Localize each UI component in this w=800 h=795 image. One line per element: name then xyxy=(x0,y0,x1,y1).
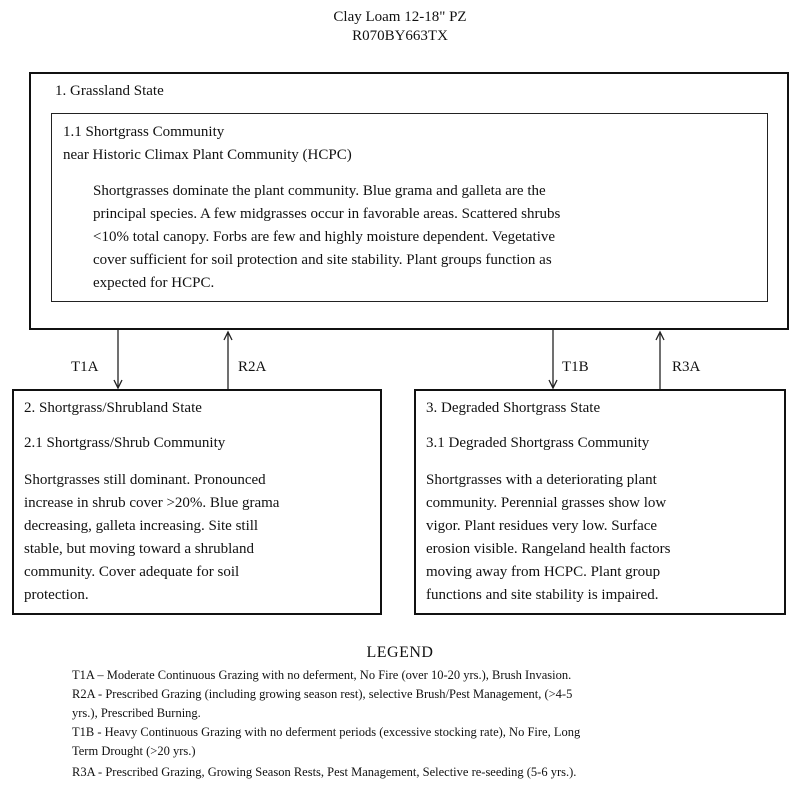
description-line: Shortgrasses dominate the plant community. Blue grama and galleta are the xyxy=(93,183,546,199)
r2a-arrowhead xyxy=(224,332,232,340)
degraded-state-title: 3. Degraded Shortgrass State xyxy=(426,400,601,416)
description-line: Shortgrasses with a deteriorating plant xyxy=(426,472,657,488)
shrub-community-description xyxy=(24,469,279,607)
description-line: <10% total canopy. Forbs are few and highly moisture dependent. Vegetative xyxy=(93,229,556,245)
t1b-label: T1B xyxy=(562,359,589,375)
r3a-arrowhead xyxy=(656,332,664,340)
legend-title: LEGEND xyxy=(366,644,434,661)
r2a-label: R2A xyxy=(238,359,267,375)
shortgrass-community-description xyxy=(93,180,560,295)
description-line: decreasing, galleta increasing. Site still xyxy=(24,518,259,534)
shortgrass-community-subtitle: near Historic Climax Plant Community (HCPC) xyxy=(63,147,352,163)
degraded-community-description xyxy=(426,469,671,607)
description-line: moving away from HCPC. Plant group xyxy=(426,564,661,580)
legend-line-t1a: T1A – Moderate Continuous Grazing with no deferment, No Fire (over 10-20 yrs.), Brush Invasion. xyxy=(72,668,572,682)
legend-line-t1b: T1B - Heavy Continuous Grazing with no deferment periods (excessive stocking rate), No Fire, Long xyxy=(72,725,581,739)
legend-line-r2a-cont: yrs.), Prescribed Burning. xyxy=(72,706,201,720)
description-line: Shortgrasses still dominant. Pronounced xyxy=(24,472,266,488)
t1b-arrowhead xyxy=(549,380,557,388)
description-line: expected for HCPC. xyxy=(93,275,215,291)
legend-line-t1b-cont: Term Drought (>20 yrs.) xyxy=(72,744,196,758)
description-line: erosion visible. Rangeland health factors xyxy=(426,541,671,557)
description-line: principal species. A few midgrasses occur in favorable areas. Scattered shrubs xyxy=(93,206,561,222)
description-line: stable, but moving toward a shrubland xyxy=(24,541,254,557)
description-line: cover sufficient for soil protection and site stability. Plant groups function as xyxy=(93,252,552,268)
legend-line-r2a: R2A - Prescribed Grazing (including growing season rest), selective Brush/Pest Management, (>4-5 xyxy=(72,687,573,701)
r3a-label: R3A xyxy=(672,359,701,375)
diagram-title: Clay Loam 12-18" PZ xyxy=(333,9,467,25)
t1a-arrowhead xyxy=(114,380,122,388)
t1a-label: T1A xyxy=(71,359,99,375)
shrub-community-title: 2.1 Shortgrass/Shrub Community xyxy=(24,435,226,451)
shortgrass-community-title: 1.1 Shortgrass Community xyxy=(63,124,225,140)
description-line: increase in shrub cover >20%. Blue grama xyxy=(24,495,280,511)
description-line: community. Perennial grasses show low xyxy=(426,495,667,511)
description-line: protection. xyxy=(24,587,89,603)
grassland-state-title: 1. Grassland State xyxy=(55,83,164,99)
description-line: vigor. Plant residues very low. Surface xyxy=(426,518,658,534)
description-line: community. Cover adequate for soil xyxy=(24,564,240,580)
degraded-community-title: 3.1 Degraded Shortgrass Community xyxy=(426,435,650,451)
shrubland-state-title: 2. Shortgrass/Shrubland State xyxy=(24,400,202,416)
description-line: functions and site stability is impaired. xyxy=(426,587,659,603)
legend-line-r3a: R3A - Prescribed Grazing, Growing Season Rests, Pest Management, Selective re-seeding (5-6 yrs.). xyxy=(72,765,577,779)
site-id: R070BY663TX xyxy=(352,28,448,44)
